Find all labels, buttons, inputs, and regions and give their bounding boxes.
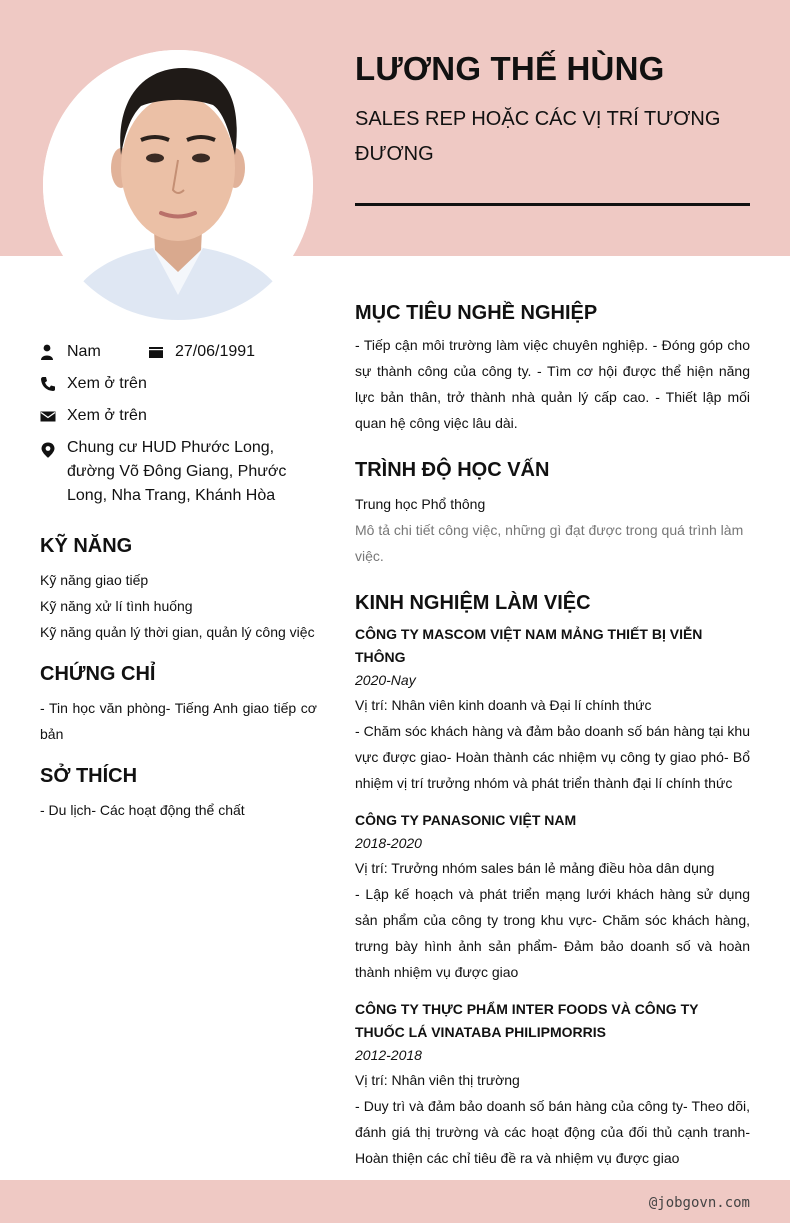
job-company: CÔNG TY PANASONIC VIỆT NAM — [355, 812, 577, 828]
skills-list — [40, 567, 317, 645]
location-pin-icon — [40, 441, 56, 459]
candidate-name: LƯƠNG THẾ HÙNG — [355, 50, 665, 87]
footer-credit: @jobgovn.com — [648, 1195, 750, 1211]
experience-list — [355, 623, 750, 1184]
job-entry — [355, 623, 750, 796]
address-value: Chung cư HUD Phước Long, đường Võ Đông Giang, Phước Long, Nha Trang, Khánh Hòa — [67, 439, 287, 504]
job-period: 2020-Nay — [355, 672, 416, 688]
desired-position: SALES REP HOẶC CÁC VỊ TRÍ TƯƠNG ĐƯƠNG — [355, 108, 721, 165]
mail-icon — [40, 408, 56, 424]
hobbies-title: SỞ THÍCH — [40, 765, 138, 787]
gender-value: Nam — [67, 343, 101, 360]
education-title: TRÌNH ĐỘ HỌC VẤN — [355, 459, 550, 481]
skill-item: Kỹ năng giao tiếp — [40, 572, 149, 588]
job-entry — [355, 809, 750, 985]
phone-row — [40, 372, 317, 396]
skill-item: Kỹ năng quản lý thời gian, quản lý công việc — [40, 624, 315, 640]
job-description: - Duy trì và đảm bảo doanh số bán hàng của công ty- Theo dõi, đánh giá thị trường và các hoạt động của đối thủ cạnh tranh- Hoàn thiện các chỉ tiêu đề ra và nhiệm vụ được giao — [355, 1098, 750, 1166]
calendar-icon — [148, 344, 164, 360]
profile-photo — [43, 50, 313, 320]
objective-title: MỤC TIÊU NGHỀ NGHIỆP — [355, 302, 598, 324]
email-row — [40, 404, 317, 428]
job-position: Vị trí: Nhân viên kinh doanh và Đại lí chính thức — [355, 697, 652, 713]
objective-text: - Tiếp cận môi trường làm việc chuyên nghiệp. - Đóng góp cho sự thành công của công ty. - Tìm cơ hội được thể hiện năng lực bản thân, trở thành nhà quản lý cấp cao. - Thiết lập mối quan hệ công việc lâu dài. — [355, 337, 750, 431]
job-description: - Lập kế hoạch và phát triển mạng lưới khách hàng sử dụng sản phẩm của công ty trong khu vực- Chăm sóc khách hàng, trưng bày hình ảnh sản phẩm- Đảm bảo doanh số và hoàn thành nhiệm vụ được giao — [355, 886, 750, 980]
email-value: Xem ở trên — [67, 407, 147, 424]
job-position: Vị trí: Trưởng nhóm sales bán lẻ mảng điều hòa dân dụng — [355, 860, 715, 876]
skill-item: Kỹ năng xử lí tình huống — [40, 598, 193, 614]
job-entry — [355, 998, 750, 1171]
phone-icon — [40, 376, 56, 392]
education-block — [355, 491, 750, 569]
education-level: Trung học Phổ thông — [355, 496, 486, 512]
job-description: - Chăm sóc khách hàng và đảm bảo doanh số bán hàng tại khu vực được giao- Hoàn thành các nhiệm vụ công ty giao phó- Bổ nhiệm vị trí trưởng nhóm và phát triển thành đại lí chính thức — [355, 723, 750, 791]
birthdate-row — [148, 340, 325, 364]
job-period: 2012-2018 — [355, 1047, 422, 1063]
job-company: CÔNG TY MASCOM VIỆT NAM MẢNG THIẾT BỊ VIỄN THÔNG — [355, 626, 703, 665]
certificates-text: - Tin học văn phòng- Tiếng Anh giao tiếp cơ bản — [40, 700, 317, 742]
skills-title: KỸ NĂNG — [40, 535, 133, 557]
job-period: 2018-2020 — [355, 835, 422, 851]
person-icon — [40, 344, 56, 360]
hobbies-text: - Du lịch- Các hoạt động thể chất — [40, 802, 245, 818]
header-divider — [355, 203, 750, 206]
birthdate-value: 27/06/1991 — [175, 343, 256, 360]
job-position: Vị trí: Nhân viên thị trường — [355, 1072, 520, 1088]
education-description: Mô tả chi tiết công việc, những gì đạt được trong quá trình làm việc. — [355, 522, 744, 564]
phone-value: Xem ở trên — [67, 375, 147, 392]
certificates-title: CHỨNG CHỈ — [40, 663, 156, 685]
address-row — [40, 436, 317, 508]
job-company: CÔNG TY THỰC PHẨM INTER FOODS VÀ CÔNG TY THUỐC LÁ VINATABA PHILIPMORRIS — [355, 1001, 699, 1040]
experience-title: KINH NGHIỆM LÀM VIỆC — [355, 592, 591, 614]
